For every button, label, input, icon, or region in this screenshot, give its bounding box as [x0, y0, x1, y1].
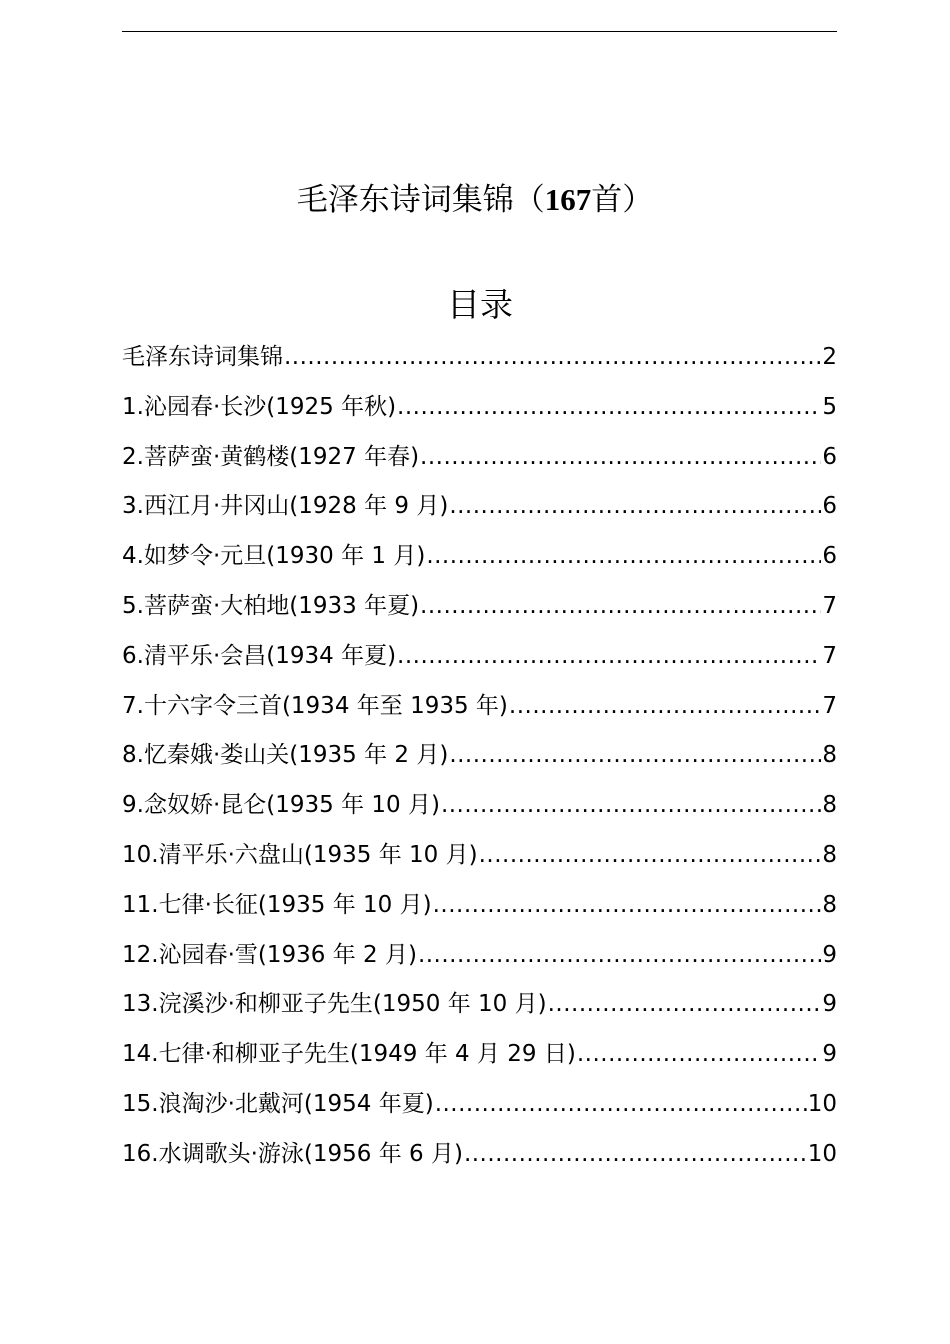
toc-entry[interactable]: [122, 684, 837, 734]
toc-entry-page-number: 9: [822, 941, 837, 968]
toc-entry-page-number: 10: [807, 1090, 837, 1117]
toc-entry-label: 5.菩萨蛮·大柏地(1933 年夏): [122, 592, 420, 619]
toc-entry[interactable]: [122, 1082, 837, 1132]
toc-entry-label: 2.菩萨蛮·黄鹤楼(1927 年春): [122, 443, 420, 470]
toc-entry-label: 6.清平乐·会昌(1934 年夏): [122, 642, 397, 669]
toc-entry[interactable]: [122, 385, 837, 435]
toc-entry-page-number: 8: [822, 742, 837, 769]
toc-heading: 目录: [447, 285, 513, 324]
toc-entry-page-number: 8: [822, 792, 837, 819]
toc-entry-page-number: 5: [822, 393, 837, 420]
toc-entry[interactable]: [122, 435, 837, 485]
toc-dot-leader: [420, 584, 821, 628]
toc-entry[interactable]: [122, 982, 837, 1032]
document-title-suffix: 首）: [591, 182, 654, 218]
toc-dot-leader: [426, 534, 821, 578]
toc-entry[interactable]: [122, 933, 837, 983]
toc-dot-leader: [397, 385, 821, 429]
toc-entry[interactable]: [122, 484, 837, 534]
toc-entry-label: 7.十六字令三首(1934 年至 1935 年): [122, 692, 508, 719]
toc-entry-label: 9.念奴娇·昆仑(1935 年 10 月): [122, 792, 440, 819]
header-rule: [122, 31, 837, 32]
toc-dot-leader: [418, 933, 821, 977]
toc-dot-leader: [435, 1082, 807, 1126]
toc-entry-label: 1.沁园春·长沙(1925 年秋): [122, 393, 397, 420]
toc-entry[interactable]: [122, 534, 837, 584]
toc-entry-label: 13.浣溪沙·和柳亚子先生(1950 年 10 月): [122, 991, 547, 1018]
toc-entry[interactable]: [122, 783, 837, 833]
toc-entry[interactable]: [122, 584, 837, 634]
toc-dot-leader: [548, 982, 822, 1026]
toc-entry[interactable]: [122, 883, 837, 933]
toc-dot-leader: [479, 833, 822, 877]
toc-entry-page-number: 6: [822, 493, 837, 520]
toc-dot-leader: [449, 733, 821, 777]
toc-dot-leader: [509, 684, 821, 728]
toc-entry[interactable]: [122, 733, 837, 783]
toc-dot-leader: [420, 435, 821, 479]
document-title: [0, 176, 950, 224]
toc-entry-page-number: 2: [822, 344, 837, 370]
toc-entry-page-number: 7: [822, 642, 837, 669]
document-title-number: 167: [544, 182, 592, 217]
toc-entry-page-number: 7: [822, 592, 837, 619]
toc-entry-label: 15.浪淘沙·北戴河(1954 年夏): [122, 1090, 434, 1117]
toc-entry-page-number: 10: [807, 1140, 837, 1167]
toc-entry-page-number: 6: [822, 443, 837, 470]
toc-dot-leader: [284, 335, 821, 379]
toc-entry-page-number: 6: [822, 543, 837, 570]
toc-entry-label: 8.忆秦娥·娄山关(1935 年 2 月): [122, 742, 449, 769]
toc-dot-leader: [397, 634, 821, 678]
toc-entry[interactable]: [122, 335, 837, 385]
toc-entry-page-number: 8: [822, 841, 837, 868]
toc-entry-page-number: 8: [822, 891, 837, 918]
toc-dot-leader: [441, 783, 821, 827]
toc-entry-label: 14.七律·和柳亚子先生(1949 年 4 月 29 日): [122, 1041, 576, 1068]
toc-entry-page-number: 9: [822, 1041, 837, 1068]
toc-entry-label: 11.七律·长征(1935 年 10 月): [122, 891, 432, 918]
toc-entry-label: 3.西江月·井冈山(1928 年 9 月): [122, 493, 449, 520]
toc-entry-page-number: 7: [822, 692, 837, 719]
toc-entry-label: 毛泽东诗词集锦: [122, 344, 283, 370]
toc-entry-label: 16.水调歌头·游泳(1956 年 6 月): [122, 1140, 463, 1167]
toc-entry-label: 10.清平乐·六盘山(1935 年 10 月): [122, 841, 478, 868]
toc-entry-label: 4.如梦令·元旦(1930 年 1 月): [122, 543, 426, 570]
toc-dot-leader: [464, 1132, 807, 1176]
toc-entry[interactable]: [122, 833, 837, 883]
document-title-text: 毛泽东诗词集锦（: [296, 182, 545, 218]
toc-entry[interactable]: [122, 1032, 837, 1082]
toc-entry-page-number: 9: [822, 991, 837, 1018]
toc-dot-leader: [449, 484, 821, 528]
toc-entry-label: 12.沁园春·雪(1936 年 2 月): [122, 941, 417, 968]
toc-dot-leader: [433, 883, 822, 927]
toc-entry[interactable]: [122, 634, 837, 684]
toc-entry[interactable]: [122, 1132, 837, 1182]
toc-dot-leader: [577, 1032, 822, 1076]
table-of-contents: [122, 335, 837, 1182]
